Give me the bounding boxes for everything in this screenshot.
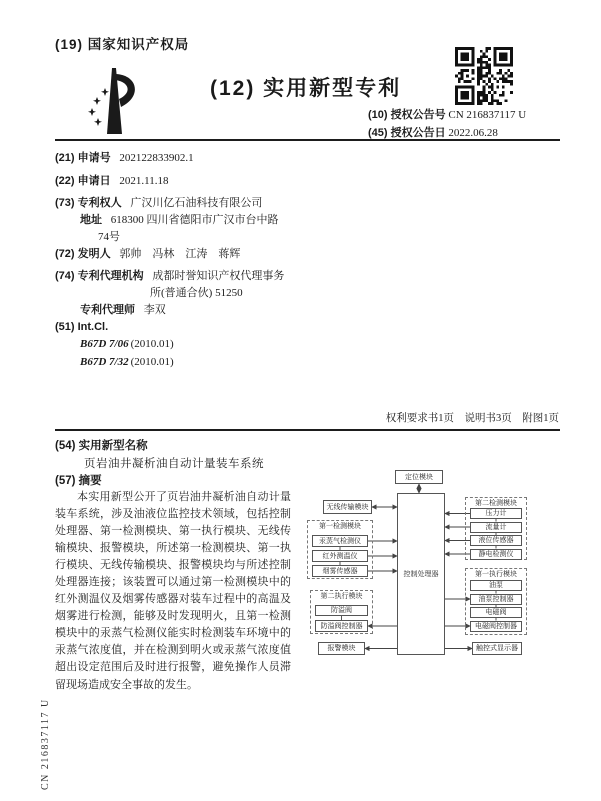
invention-title: 页岩油井凝析油自动计量装车系统 xyxy=(84,458,264,470)
node-overflow-valve: 防溢阀 xyxy=(315,605,368,616)
node-wireless-module: 无线传输模块 xyxy=(323,500,372,514)
inventors-label: (72) 发明人 xyxy=(55,248,111,260)
application-number-label: (21) 申请号 xyxy=(55,152,111,164)
agency-row xyxy=(55,267,284,283)
cnipa-logo-icon xyxy=(85,66,145,138)
group-first-detection-label: 第一检测模块 xyxy=(319,523,361,530)
node-pressure-gauge: 压力计 xyxy=(470,508,522,519)
intcl-code-1: B67D 7/06 xyxy=(80,338,129,350)
address-line1: 618300 四川省德阳市广汉市台中路 xyxy=(110,214,279,226)
group-second-execution-label: 第二执行模块 xyxy=(320,593,363,600)
address-label: 地址 xyxy=(80,214,102,226)
patentee-row xyxy=(55,194,262,210)
publication-date-label: (45) 授权公告日 xyxy=(368,127,446,139)
agency-line1: 成都时誉知识产权代理事务 xyxy=(152,270,285,282)
node-control-processor: 控制处理器 xyxy=(397,493,445,655)
system-block-diagram xyxy=(300,458,535,663)
publication-date-line xyxy=(368,124,498,140)
node-level-sensor: 液位传感器 xyxy=(470,535,522,546)
publication-number-line xyxy=(368,106,526,122)
agent-row xyxy=(80,301,166,317)
patentee-label: (73) 专利权人 xyxy=(55,197,122,209)
header-divider xyxy=(55,139,560,141)
group-second-detection-label: 第二检测模块 xyxy=(475,500,517,507)
intcl-year-2: (2010.01) xyxy=(130,356,174,368)
agent-value: 李双 xyxy=(143,304,166,316)
spine-publication-number: CN 216837117 U xyxy=(40,698,51,790)
intcl-code-2: B67D 7/32 xyxy=(80,356,129,368)
group-first-execution-label: 第一执行模块 xyxy=(475,571,517,578)
application-date-row xyxy=(55,172,168,188)
agency-line2: 所(普通合伙) 51250 xyxy=(150,287,243,299)
application-number-value: 202122833902.1 xyxy=(119,152,194,164)
address-line2: 74号 xyxy=(98,231,120,243)
application-number-row xyxy=(55,149,194,165)
application-date-value: 2021.11.18 xyxy=(119,175,169,187)
title-section-label: (54) 实用新型名称 xyxy=(55,440,148,452)
intcl-entry-2 xyxy=(80,356,174,368)
agent-label: 专利代理师 xyxy=(80,304,135,316)
agency-label: (74) 专利代理机构 xyxy=(55,270,144,282)
node-positioning-module: 定位模块 xyxy=(395,470,443,484)
node-mercury-vapor-detector: 汞蒸气检测仪 xyxy=(312,535,368,547)
node-solenoid-valve: 电磁阀 xyxy=(470,607,522,618)
node-overflow-valve-controller: 防溢阀控制器 xyxy=(315,620,368,632)
node-infrared-thermometer: 红外测温仪 xyxy=(312,550,368,562)
inventors-value: 郭帅 冯林 江涛 蒋辉 xyxy=(119,248,241,260)
node-touch-display: 触控式显示器 xyxy=(472,642,522,655)
publication-date-value: 2022.06.28 xyxy=(448,127,498,139)
abstract-section-label: (57) 摘要 xyxy=(55,475,102,487)
mid-divider xyxy=(55,429,560,431)
address-row xyxy=(80,211,279,227)
publication-number-label: (10) 授权公告号 xyxy=(368,109,446,121)
intcl-entry-1 xyxy=(80,338,174,350)
node-oil-pump-controller: 油泵控制器 xyxy=(470,594,522,605)
abstract-text: 本实用新型公开了页岩油井凝析油自动计量装车系统，涉及油液位监控技术领域，包括控制处理器、第一检测模块、第一执行模块、无线传输模块、报警模块，所述第一检测模块、第一执行模块、无线传输模块、报警模块均与所述控制处理器连接；该装置可以通过第一检测模块中的红外测温仪及烟雾传感器对装车过程中的高温及烟雾进行检测，能够及时发现明火，且第一检测模块中的汞蒸气检测仪能实时检测装车环境中的汞蒸气浓度值，并在检测到明火或汞蒸气浓度值超出设定范围后及时进行报警，避免操作人员滞留现场造成安全事故的发生。 xyxy=(55,491,291,691)
node-flow-meter: 流量计 xyxy=(470,522,522,533)
qr-code xyxy=(455,47,513,105)
document-type-title: (12) 实用新型专利 xyxy=(210,77,402,100)
node-oil-pump: 油泵 xyxy=(470,580,522,591)
node-smoke-sensor: 烟雾传感器 xyxy=(312,565,368,577)
intcl-year-1: (2010.01) xyxy=(130,338,174,350)
node-static-detector: 静电检测仪 xyxy=(470,549,522,560)
intcl-label: (51) Int.Cl. xyxy=(55,321,109,333)
node-alarm-module: 报警模块 xyxy=(318,642,365,655)
application-date-label: (22) 申请日 xyxy=(55,175,111,187)
inventors-row xyxy=(55,245,240,261)
star-icon xyxy=(88,88,109,126)
publication-number-value: CN 216837117 U xyxy=(448,109,527,121)
pages-info: 权利要求书1页 说明书3页 附图1页 xyxy=(385,413,559,424)
node-solenoid-valve-controller: 电磁阀控制器 xyxy=(470,621,522,632)
patentee-value: 广汉川亿石油科技有限公司 xyxy=(130,197,263,209)
intcl-row xyxy=(55,321,114,333)
issuing-office: (19) 国家知识产权局 xyxy=(55,37,190,52)
